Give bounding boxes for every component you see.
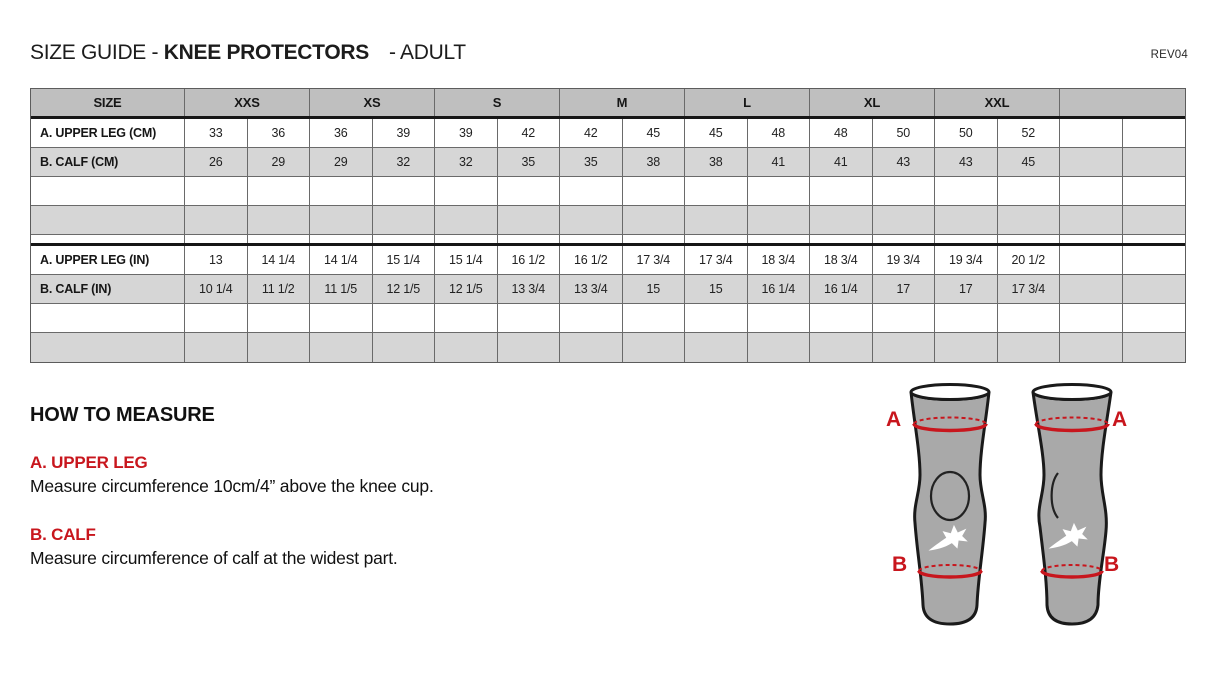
table-cell [560,333,623,362]
table-cell [498,177,561,205]
table-cell: 12 1/5 [373,275,436,303]
table-header-cell: S [435,89,560,116]
table-cell [498,206,561,234]
table-row [31,304,1185,333]
table-cell [1060,177,1123,205]
table-cell [435,333,498,362]
measure-a-description: Measure circumference 10cm/4” above the knee cup. [30,476,434,496]
table-cell [1060,235,1123,243]
table-cell [1123,119,1186,147]
table-cell [373,333,436,362]
table-cell: 15 1/4 [373,246,436,274]
table-header-cell: XS [310,89,435,116]
table-cell: 45 [623,119,686,147]
table-cell: 33 [185,119,248,147]
table-cell: 15 [685,275,748,303]
knee-sleeve-side-illustration [1020,383,1124,635]
table-cell: 36 [248,119,311,147]
table-cell: 48 [748,119,811,147]
table-cell: 32 [435,148,498,176]
table-header-cell: L [685,89,810,116]
table-cell [873,177,936,205]
table-row [31,275,1185,304]
table-cell [998,304,1061,332]
table-cell [623,206,686,234]
table-cell: 41 [810,148,873,176]
knee-sleeve-diagram [880,381,1190,651]
table-cell [310,206,373,234]
table-cell: 38 [685,148,748,176]
row-label [31,333,185,362]
table-cell [935,206,998,234]
table-cell [873,235,936,243]
table-cell [310,235,373,243]
table-cell [1123,206,1186,234]
table-row [31,148,1185,177]
diagram-label-b-right: B [1104,553,1120,576]
table-cell [185,333,248,362]
row-label: B. CALF (CM) [31,148,185,176]
table-cell [560,206,623,234]
size-table [30,88,1186,363]
table-cell [248,333,311,362]
row-label: A. UPPER LEG (CM) [31,119,185,147]
table-cell [373,206,436,234]
table-cell: 50 [935,119,998,147]
table-header-cell: XXL [935,89,1060,116]
table-row [31,119,1185,148]
row-label [31,177,185,205]
table-cell [248,206,311,234]
table-cell: 17 3/4 [998,275,1061,303]
table-cell [748,235,811,243]
revision-tag: REV04 [1150,49,1188,61]
table-cell [1123,235,1186,243]
table-cell [998,333,1061,362]
table-cell: 29 [248,148,311,176]
table-cell [685,235,748,243]
table-cell: 12 1/5 [435,275,498,303]
table-cell [1060,246,1123,274]
table-cell [248,304,311,332]
table-cell [435,206,498,234]
table-cell [560,304,623,332]
table-cell: 50 [873,119,936,147]
table-cell [435,177,498,205]
sleeve-opening [911,385,989,400]
table-cell [1123,246,1186,274]
table-cell: 14 1/4 [248,246,311,274]
knee-sleeve-front-illustration [898,383,1002,635]
table-cell [185,206,248,234]
title-product: KNEE PROTECTORS [163,41,369,64]
table-cell [1123,275,1186,303]
table-cell: 38 [623,148,686,176]
table-cell [1060,275,1123,303]
table-cell: 42 [498,119,561,147]
diagram-label-b-left: B [892,553,908,576]
table-cell [873,304,936,332]
table-cell: 36 [310,119,373,147]
row-label [31,304,185,332]
table-cell [435,304,498,332]
table-cell: 45 [998,148,1061,176]
table-cell [1123,177,1186,205]
table-cell [1123,304,1186,332]
table-cell: 17 [873,275,936,303]
table-cell: 20 1/2 [998,246,1061,274]
table-row [31,177,1185,206]
table-cell [498,304,561,332]
table-cell [935,177,998,205]
table-cell: 43 [935,148,998,176]
table-cell [998,177,1061,205]
table-cell: 52 [998,119,1061,147]
table-cell: 14 1/4 [310,246,373,274]
table-cell [810,235,873,243]
table-cell: 43 [873,148,936,176]
how-to-measure-heading: HOW TO MEASURE [30,404,215,426]
table-cell: 18 3/4 [810,246,873,274]
table-cell: 13 [185,246,248,274]
table-cell: 15 1/4 [435,246,498,274]
table-cell [373,177,436,205]
sleeve-opening [1033,385,1111,400]
table-cell [248,235,311,243]
table-cell [935,304,998,332]
row-label: B. CALF (IN) [31,275,185,303]
table-cell: 35 [560,148,623,176]
table-cell [185,177,248,205]
page-title [30,41,466,65]
row-label [31,206,185,234]
table-cell: 39 [373,119,436,147]
table-cell [560,177,623,205]
table-cell: 41 [748,148,811,176]
table-cell [435,235,498,243]
table-cell [873,206,936,234]
table-cell [685,177,748,205]
table-cell [248,177,311,205]
table-cell: 16 1/4 [748,275,811,303]
table-cell: 13 3/4 [560,275,623,303]
table-cell [1060,304,1123,332]
table-cell [1123,148,1186,176]
table-cell [810,206,873,234]
table-cell: 17 3/4 [623,246,686,274]
table-header-row [31,89,1185,119]
table-cell: 26 [185,148,248,176]
table-cell [623,235,686,243]
table-cell: 18 3/4 [748,246,811,274]
table-cell [623,177,686,205]
table-header-cell: XL [810,89,935,116]
table-cell: 39 [435,119,498,147]
table-header-cell: M [560,89,685,116]
table-cell: 10 1/4 [185,275,248,303]
table-cell [498,333,561,362]
table-cell [998,206,1061,234]
table-cell [748,333,811,362]
table-cell [748,206,811,234]
table-cell [498,235,561,243]
table-cell: 16 1/4 [810,275,873,303]
table-cell: 29 [310,148,373,176]
table-cell [1060,148,1123,176]
table-row [31,206,1185,235]
table-cell [748,304,811,332]
table-cell [810,304,873,332]
table-cell: 13 3/4 [498,275,561,303]
table-cell: 17 3/4 [685,246,748,274]
table-cell: 16 1/2 [560,246,623,274]
table-cell: 19 3/4 [873,246,936,274]
table-cell [685,304,748,332]
table-cell [810,177,873,205]
table-cell [185,304,248,332]
diagram-label-a-left: A [886,408,902,431]
measure-a-label: A. UPPER LEG [30,453,148,472]
measure-b-label: B. CALF [30,525,96,544]
table-cell: 42 [560,119,623,147]
table-cell: 48 [810,119,873,147]
table-row [31,235,1185,246]
table-header-cell: XXS [185,89,310,116]
title-prefix: SIZE GUIDE - [30,41,164,64]
table-cell [310,304,373,332]
table-cell: 11 1/5 [310,275,373,303]
table-cell [310,177,373,205]
table-cell [623,304,686,332]
table-cell [1123,333,1186,362]
table-cell [623,333,686,362]
row-label: A. UPPER LEG (IN) [31,246,185,274]
table-cell [310,333,373,362]
table-cell [1060,206,1123,234]
table-row [31,246,1185,275]
table-cell [935,333,998,362]
table-cell: 11 1/2 [248,275,311,303]
table-header-cell: SIZE [31,89,185,116]
diagram-label-a-right: A [1112,408,1128,431]
table-cell: 32 [373,148,436,176]
table-cell [560,235,623,243]
table-cell [1060,333,1123,362]
table-cell [873,333,936,362]
table-cell: 15 [623,275,686,303]
table-header-cell [1060,89,1185,116]
title-suffix: - ADULT [388,41,466,64]
table-cell [998,235,1061,243]
table-cell: 35 [498,148,561,176]
table-cell [685,333,748,362]
table-cell [373,304,436,332]
table-cell: 16 1/2 [498,246,561,274]
table-cell [1060,119,1123,147]
table-cell [935,235,998,243]
table-cell [810,333,873,362]
table-cell [373,235,436,243]
table-cell: 45 [685,119,748,147]
table-cell [748,177,811,205]
row-label [31,235,185,243]
table-cell: 19 3/4 [935,246,998,274]
table-cell [185,235,248,243]
table-cell: 17 [935,275,998,303]
table-cell [685,206,748,234]
how-to-measure-section [30,404,650,597]
measure-b-description: Measure circumference of calf at the widest part. [30,548,398,568]
table-row [31,333,1185,362]
